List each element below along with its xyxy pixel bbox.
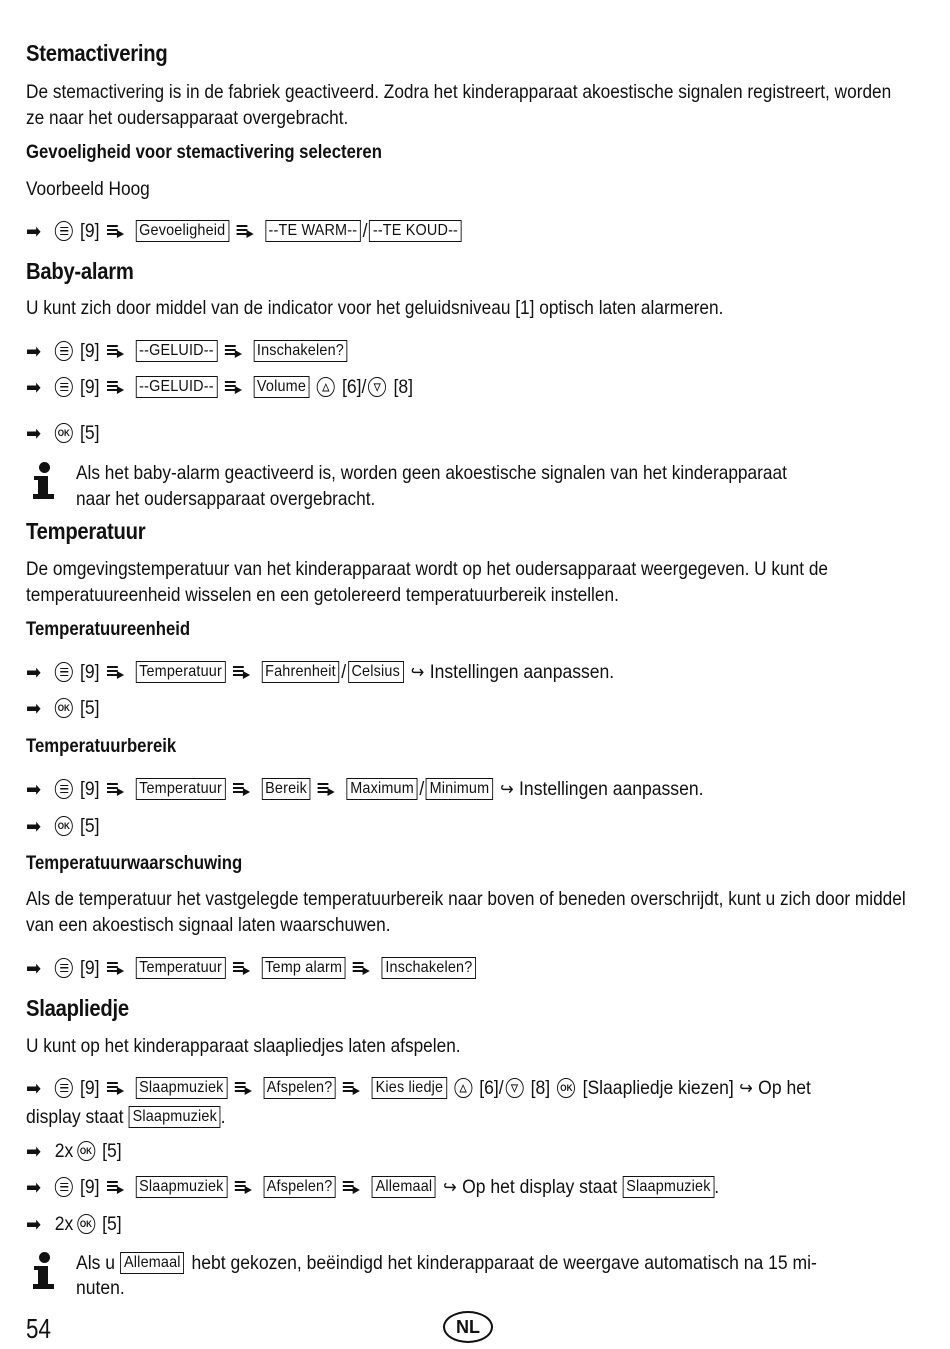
result-arrow-icon: ↪ bbox=[443, 1176, 457, 1197]
stem-body: De stemactivering is in de fabriek geactiveerd. Zodra het kinderapparaat akoestische signalen registreert, worden ze naar het oudersapparaat overgebracht. bbox=[26, 81, 892, 129]
step-arrow-icon: ➡ bbox=[26, 340, 42, 363]
display-text: Temperatuur bbox=[136, 957, 226, 979]
temp-unit-step bbox=[26, 657, 614, 687]
baby-body: U kunt zich door middel van de indicator voor het geluidsniveau [1] optisch laten alarmeren. bbox=[26, 297, 724, 319]
temp-warn-title: Temperatuurwaarschuwing bbox=[26, 853, 243, 874]
display-text: Fahrenheit bbox=[262, 661, 340, 683]
navigate-icon bbox=[107, 344, 127, 358]
result-text: Op het display staat bbox=[462, 1175, 618, 1198]
temp-warn-step bbox=[26, 953, 483, 983]
menu-button-icon bbox=[55, 377, 73, 397]
navigate-icon bbox=[107, 665, 127, 679]
lullaby-step-1-cont bbox=[26, 1102, 225, 1132]
ref-number: [8] bbox=[393, 375, 413, 398]
navigate-icon bbox=[107, 961, 127, 975]
display-text: Kies liedje bbox=[372, 1077, 447, 1099]
navigate-icon bbox=[234, 1180, 254, 1194]
down-button-icon bbox=[505, 1078, 523, 1098]
ref-number: [9] bbox=[80, 375, 100, 398]
lullaby-body: U kunt op het kinderapparaat slaapliedjes laten afspelen. bbox=[26, 1035, 461, 1057]
ref-number: [9] bbox=[80, 1076, 100, 1099]
ref-number: [9] bbox=[80, 956, 100, 979]
lullaby-info-note bbox=[26, 1250, 906, 1300]
result-text: Instellingen aanpassen. bbox=[429, 660, 615, 683]
temp-warn-body: Als de temperatuur het vastgelegde temperatuurbereik naar boven of beneden overschrijdt, kunt u zich door middel van een akoestisch signaal laten waarschuwen. bbox=[26, 888, 906, 936]
display-text: Slaapmuziek bbox=[136, 1176, 228, 1198]
ref-number: [9] bbox=[80, 219, 100, 242]
step-arrow-icon: ➡ bbox=[26, 778, 42, 801]
temp-range-ok bbox=[26, 811, 100, 841]
result-bracket-text: [Slaapliedje kiezen] bbox=[582, 1076, 734, 1099]
display-text: Slaapmuziek bbox=[623, 1176, 715, 1198]
ref-number: [5] bbox=[102, 1139, 122, 1162]
baby-info-note bbox=[26, 460, 906, 512]
display-text: Minimum bbox=[426, 778, 493, 800]
ref-number: [9] bbox=[80, 339, 100, 362]
info-icon bbox=[26, 460, 76, 510]
menu-button-icon bbox=[55, 779, 73, 799]
ok-button-icon: OK bbox=[55, 423, 73, 443]
navigate-icon bbox=[353, 961, 373, 975]
step-arrow-icon: ➡ bbox=[26, 1176, 42, 1199]
step-arrow-icon: ➡ bbox=[26, 815, 42, 838]
step-arrow-icon: ➡ bbox=[26, 697, 42, 720]
separator: / bbox=[419, 777, 425, 800]
temp-range-title: Temperatuurbereik bbox=[26, 736, 177, 757]
display-text: --GELUID-- bbox=[136, 340, 218, 362]
up-button-icon bbox=[454, 1078, 472, 1098]
menu-button-icon bbox=[55, 958, 73, 978]
section-title-stemactivering: Stemactivering bbox=[26, 40, 168, 66]
navigate-icon bbox=[107, 782, 127, 796]
result-arrow-icon: ↪ bbox=[410, 661, 425, 682]
menu-button-icon bbox=[55, 341, 73, 361]
ref-number: [6]/ bbox=[342, 375, 367, 398]
step-arrow-icon: ➡ bbox=[26, 1140, 42, 1163]
display-text: Allemaal bbox=[372, 1176, 436, 1198]
display-text: Temperatuur bbox=[136, 661, 226, 683]
temp-body: De omgevingstemperatuur van het kinderapparaat wordt op het oudersapparaat weergegeven. U kunt de temperatuureenheid wisselen en een getolereerd temperatuurbereik instellen. bbox=[26, 558, 829, 606]
period: . bbox=[714, 1175, 720, 1198]
lullaby-step-4 bbox=[26, 1209, 122, 1239]
display-text: Maximum bbox=[347, 778, 418, 800]
display-text: Slaapmuziek bbox=[129, 1106, 221, 1128]
result-arrow-icon: ↪ bbox=[500, 778, 514, 799]
display-text: Slaapmuziek bbox=[136, 1077, 228, 1099]
info-text-start: Als u bbox=[76, 1251, 116, 1274]
step-arrow-icon: ➡ bbox=[26, 661, 42, 684]
navigate-icon bbox=[233, 782, 253, 796]
separator: / bbox=[341, 660, 347, 683]
navigate-icon bbox=[318, 782, 338, 796]
display-text: Inschakelen? bbox=[382, 957, 476, 979]
temp-unit-ok bbox=[26, 693, 100, 723]
navigate-icon bbox=[107, 380, 127, 394]
section-title-temperatuur: Temperatuur bbox=[26, 518, 146, 544]
display-text: --TE KOUD-- bbox=[369, 220, 461, 242]
stem-step bbox=[26, 216, 469, 246]
stem-example: Voorbeeld Hoog bbox=[26, 178, 150, 200]
continued-text: display staat bbox=[26, 1105, 124, 1128]
info-text-rest: hebt gekozen, beëindigd het kinderapparaat de weergave automatisch na 15 mi- bbox=[191, 1251, 817, 1274]
lullaby-step-2 bbox=[26, 1136, 122, 1166]
repeat-count: 2x bbox=[54, 1139, 74, 1162]
temp-unit-title: Temperatuureenheid bbox=[26, 619, 191, 640]
language-badge: NL bbox=[443, 1311, 493, 1343]
display-text: Volume bbox=[253, 376, 309, 398]
navigate-icon bbox=[234, 1081, 254, 1095]
result-text: Op het bbox=[758, 1076, 811, 1099]
display-text: Bereik bbox=[262, 778, 311, 800]
step-arrow-icon: ➡ bbox=[26, 422, 42, 445]
navigate-icon bbox=[233, 665, 253, 679]
menu-button-icon bbox=[55, 1177, 73, 1197]
menu-button-icon bbox=[55, 1078, 73, 1098]
up-button-icon bbox=[317, 377, 335, 397]
display-text: Temp alarm bbox=[262, 957, 346, 979]
ref-number: [5] bbox=[80, 814, 100, 837]
ref-number: [9] bbox=[80, 777, 100, 800]
step-arrow-icon: ➡ bbox=[26, 376, 42, 399]
baby-step-1 bbox=[26, 336, 355, 366]
stem-subtitle: Gevoeligheid voor stemactivering selecteren bbox=[26, 142, 382, 163]
display-text: Temperatuur bbox=[136, 778, 226, 800]
step-arrow-icon: ➡ bbox=[26, 957, 42, 980]
ref-number: [9] bbox=[80, 660, 100, 683]
display-text: --TE WARM-- bbox=[265, 220, 361, 242]
display-text: Afspelen? bbox=[263, 1077, 336, 1099]
navigate-icon bbox=[233, 961, 253, 975]
down-button-icon bbox=[368, 377, 386, 397]
ok-button-icon: OK bbox=[77, 1214, 95, 1234]
lullaby-info-text bbox=[76, 1250, 899, 1300]
navigate-icon bbox=[107, 1180, 127, 1194]
navigate-icon bbox=[343, 1081, 363, 1095]
menu-button-icon bbox=[55, 662, 73, 682]
lullaby-step-1 bbox=[26, 1073, 811, 1103]
baby-step-3 bbox=[26, 418, 100, 448]
display-text: --GELUID-- bbox=[136, 376, 218, 398]
ref-number: [5] bbox=[102, 1212, 122, 1235]
ok-button-icon: OK bbox=[55, 698, 73, 718]
ok-button-icon: OK bbox=[77, 1141, 95, 1161]
lullaby-step-3 bbox=[26, 1172, 719, 1202]
section-title-baby-alarm: Baby-alarm bbox=[26, 258, 134, 284]
step-arrow-icon: ➡ bbox=[26, 1213, 42, 1236]
step-arrow-icon: ➡ bbox=[26, 1077, 42, 1100]
ref-number: [9] bbox=[80, 1175, 100, 1198]
result-arrow-icon: ↪ bbox=[739, 1077, 753, 1098]
navigate-icon bbox=[107, 224, 127, 238]
step-arrow-icon: ➡ bbox=[26, 220, 42, 243]
ref-number: [5] bbox=[80, 421, 100, 444]
page-number: 54 bbox=[26, 1313, 51, 1344]
display-text: Allemaal bbox=[120, 1252, 184, 1274]
ref-number: [6]/ bbox=[479, 1076, 504, 1099]
baby-step-2 bbox=[26, 372, 413, 402]
section-title-slaapliedje: Slaapliedje bbox=[26, 995, 129, 1021]
navigate-icon bbox=[236, 224, 256, 238]
info-text-line2: nuten. bbox=[76, 1276, 125, 1299]
repeat-count: 2x bbox=[54, 1212, 74, 1235]
temp-range-step bbox=[26, 774, 703, 804]
menu-button-icon bbox=[55, 221, 73, 241]
display-text: Celsius bbox=[348, 661, 404, 683]
period: . bbox=[220, 1105, 226, 1128]
result-text: Instellingen aanpassen. bbox=[519, 777, 704, 800]
ok-button-icon: OK bbox=[55, 816, 73, 836]
baby-info-text: Als het baby-alarm geactiveerd is, worden geen akoestische signalen van het kinderapparaat naar het oudersapparaat overgebracht. bbox=[76, 462, 787, 510]
navigate-icon bbox=[107, 1081, 127, 1095]
separator: / bbox=[362, 219, 368, 242]
navigate-icon bbox=[225, 344, 245, 358]
display-text: Gevoeligheid bbox=[136, 220, 229, 242]
ok-button-icon: OK bbox=[557, 1078, 575, 1098]
info-icon bbox=[26, 1250, 76, 1300]
display-text: Inschakelen? bbox=[253, 340, 347, 362]
navigate-icon bbox=[225, 380, 245, 394]
display-text: Afspelen? bbox=[263, 1176, 336, 1198]
ref-number: [8] bbox=[530, 1076, 551, 1099]
ref-number: [5] bbox=[80, 696, 100, 719]
navigate-icon bbox=[343, 1180, 363, 1194]
